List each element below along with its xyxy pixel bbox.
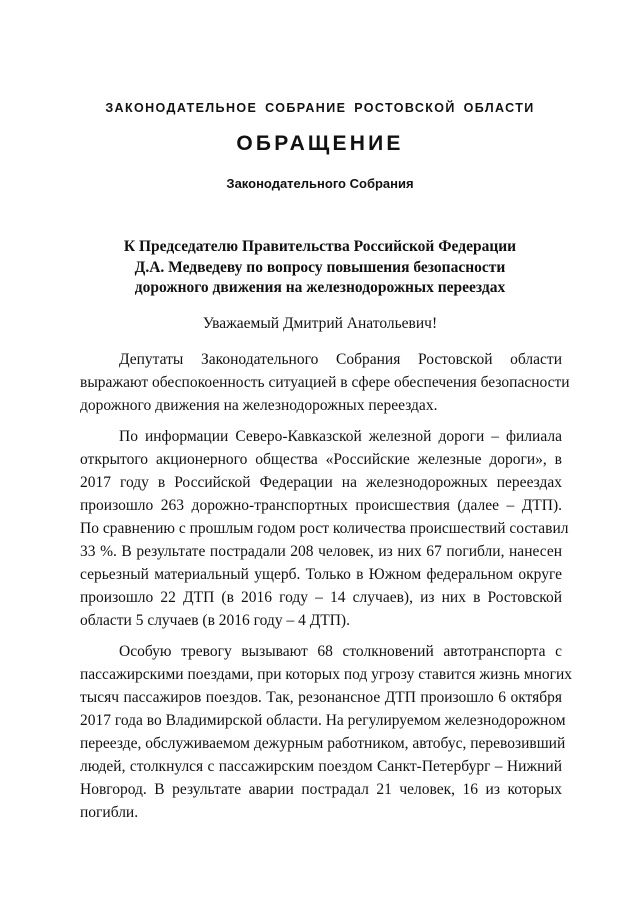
paragraph-2-line: произошло 263 дорожно-транспортных происшествия (далее – ДТП).: [80, 497, 562, 514]
paragraph-2-line: области 5 случаев (в 2016 году – 4 ДТП).: [80, 612, 350, 629]
addressee-line: К Председателю Правительства Российской Федерации: [123, 238, 517, 255]
paragraph-3-line: Новгород. В результате аварии пострадал 21 человек, 16 из которых: [80, 781, 562, 798]
paragraph-3-line: 2017 года во Владимирской области. На регулируемом железнодорожном: [80, 712, 566, 729]
paragraph-3-line: людей, столкнулся с пассажирским поездом Санкт-Петербург – Нижний: [80, 758, 562, 775]
paragraph-1-line: выражают обеспокоенность ситуацией в сфере обеспечения безопасности: [80, 374, 570, 391]
paragraph-2-line: 33 %. В результате пострадали 208 человек, из них 67 погибли, нанесен: [80, 543, 562, 560]
paragraph-1-line: Депутаты Законодательного Собрания Ростовской области: [119, 351, 562, 368]
paragraph-3-line: Особую тревогу вызывают 68 столкновений автотранспорта с: [119, 643, 562, 660]
paragraph-2-line: По информации Северо-Кавказской железной дороги – филиала: [119, 428, 562, 445]
paragraph-2-line: произошло 22 ДТП (в 2016 году – 14 случаев), из них в Ростовской: [80, 589, 562, 606]
paragraph-3-line: пассажирскими поездами, при которых под угрозу ставится жизнь многих: [80, 666, 573, 683]
paragraph-1-line: дорожного движения на железнодорожных переездах.: [80, 397, 438, 414]
document-title: ОБРАЩЕНИЕ: [236, 132, 404, 155]
addressee-line: Д.А. Медведеву по вопросу повышения безопасности: [134, 258, 506, 276]
organization-header: ЗАКОНОДАТЕЛЬНОЕ СОБРАНИЕ РОСТОВСКОЙ ОБЛАСТИ: [105, 101, 535, 115]
paragraph-2-line: По сравнению с прошлым годом рост количества происшествий составил: [80, 520, 569, 537]
paragraph-3-line: тысяч пассажиров поездов. Так, резонансное ДТП произошло 6 октября: [80, 689, 562, 706]
document-subtitle: Законодательного Собрания: [226, 176, 414, 191]
addressee-block: [0, 237, 640, 299]
salutation: Уважаемый Дмитрий Анатольевич!: [202, 315, 438, 332]
paragraph-2-line: открытого акционерного общества «Российские железные дороги», в: [80, 451, 562, 468]
paragraph-2-line: серьезный материальный ущерб. Только в Южном федеральном округе: [80, 566, 562, 583]
paragraph-3-line: переезде, обслуживаемом дежурным работником, автобус, перевозивший: [80, 735, 566, 752]
addressee-line: дорожного движения на железнодорожных переездах: [134, 279, 506, 296]
paragraph-3-line: погибли.: [80, 804, 139, 821]
paragraph-2-line: 2017 году в Российской Федерации на железнодорожных переездах: [80, 474, 562, 491]
